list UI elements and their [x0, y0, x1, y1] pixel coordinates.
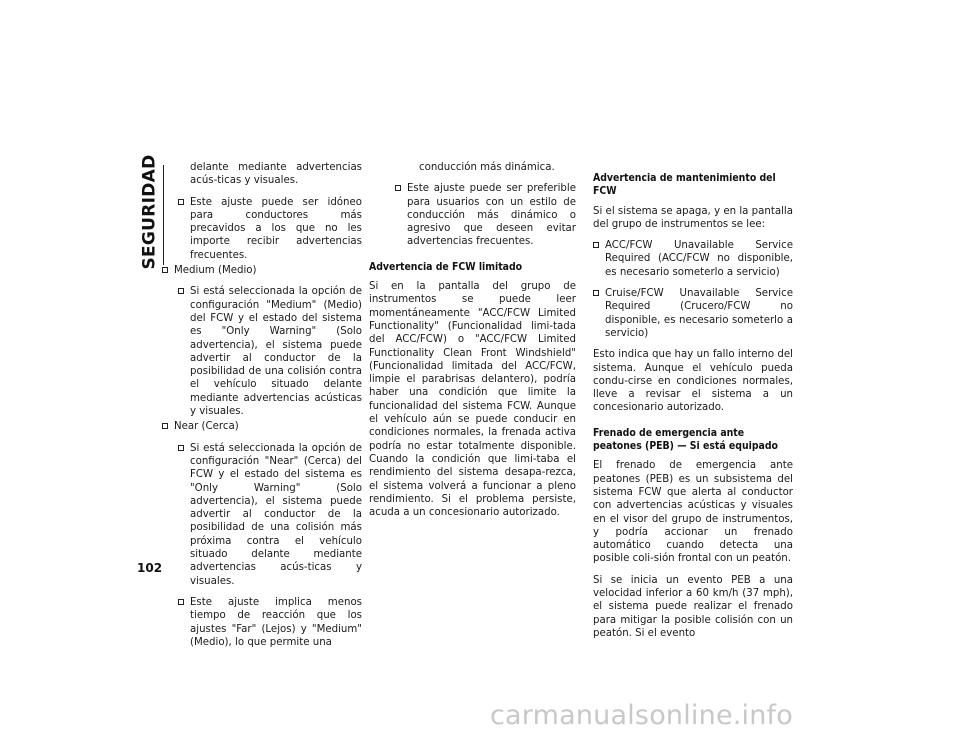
paragraph: El frenado de emergencia ante peatones (PEB) es un subsistema del sistema FCW que alerta al conductor con advertencias acústicas y visuales en el visor del grupo de instrumentos, y podría accionar un frenado automático cuando detecta una posible coli-sión frontal con un peatón. — [593, 460, 793, 565]
watermark: carmanualsonline.info — [490, 700, 793, 731]
checkbox-bullet-icon — [162, 423, 168, 429]
section-title: SEGURIDAD — [140, 154, 161, 270]
list-item: Este ajuste puede ser preferible para usuarios con un estilo de conducción más dinámico o agresivo que deseen evitar advertencias frecuentes. — [391, 182, 576, 248]
checkbox-bullet-icon — [178, 445, 184, 451]
paragraph: Si se inicia un evento PEB a una velocidad inferior a 60 km/h (37 mph), el sistema puede realizar el frenado para mitigar la posible colisión con un peatón. Si el evento — [593, 574, 793, 639]
page-number: 102 — [137, 561, 163, 575]
list-item: Este ajuste implica menos tiempo de reacción que los ajustes "Far" (Lejos) y "Medium" (Medio), lo que permite una — [174, 596, 362, 649]
section-heading: Advertencia de FCW limitado — [369, 260, 523, 273]
checkbox-bullet-icon — [178, 199, 184, 205]
section-heading: Frenado de emergencia ante peatones (PEB) — Si está equipado — [593, 426, 778, 453]
continued-text: conducción más dinámica. — [419, 162, 555, 173]
checkbox-bullet-icon — [593, 242, 599, 248]
checkbox-bullet-icon — [178, 599, 184, 605]
checkbox-bullet-icon — [162, 267, 168, 273]
list-item: Cruise/FCW Unavailable Service Required (Crucero/FCW no disponible, es necesario someterlo a servicio) — [593, 287, 793, 340]
section-heading: Advertencia de mantenimiento del FCW — [593, 172, 776, 198]
column-3 — [593, 161, 793, 648]
paragraph: Esto indica que hay un fallo interno del sistema. Aunque el vehículo pueda condu-cirse en condiciones normales, lleve a revisar el sistema a un concesionario autorizado. — [593, 349, 793, 414]
checkbox-bullet-icon — [395, 185, 401, 191]
paragraph: Si el sistema se apaga, y en la pantalla del grupo de instrumentos se lee: — [593, 205, 793, 230]
list-item: Si está seleccionada la opción de configuración "Near" (Cerca) del FCW y el estado del sistema es "Only Warning" (Solo advertencia), el sistema puede advertir al conductor de la posibilidad de una colisión más próxima contra el vehículo situado delante mediante advertencias acús-ticas y visuales. — [174, 442, 362, 588]
list-item-medium: Medium (Medio) — [162, 264, 362, 277]
list-item: Si está seleccionada la opción de configuración "Medium" (Medio) del FCW y el estado del sistema es "Only Warning" (Solo advertencia), el sistema puede advertir al conductor de la posibilidad de una colisión contra el vehículo situado delante mediante advertencias acústicas y visuales. — [174, 285, 362, 418]
column-2 — [369, 161, 576, 527]
continued-text: delante mediante advertencias acús-ticas y visuales. — [190, 162, 362, 187]
paragraph: Si en la pantalla del grupo de instrumentos se puede leer momentáneamente "ACC/FCW Limited Functionality" (Funcionalidad limi-tada del ACC/FCW) o "ACC/FCW Limited Functionality Clean Front Windshield" (Funcionalidad limitada del ACC/FCW, limpie el parabrisas delantero), podría haber una condición que limite la funcionalidad del sistema FCW. Aunque el vehículo aún se puede conducir en condiciones normales, la frenada activa podría no estar totalmente disponible. Cuando la condición que limi-taba el rendimiento del sistema desapa-rezca, el sistema volverá a funcionar a pleno rendimiento. Si el problema persiste, acuda a un concesionario autorizado. — [369, 281, 576, 519]
list-item: ACC/FCW Unavailable Service Required (ACC/FCW no disponible, es necesario someterlo a servicio) — [593, 239, 793, 279]
checkbox-bullet-icon — [178, 288, 184, 294]
checkbox-bullet-icon — [593, 290, 599, 296]
list-item: Este ajuste puede ser idóneo para conductores más precavidos a los que no les importe recibir advertencias frecuentes. — [174, 196, 362, 262]
column-1 — [162, 161, 362, 657]
list-item-near: Near (Cerca) — [162, 420, 362, 433]
